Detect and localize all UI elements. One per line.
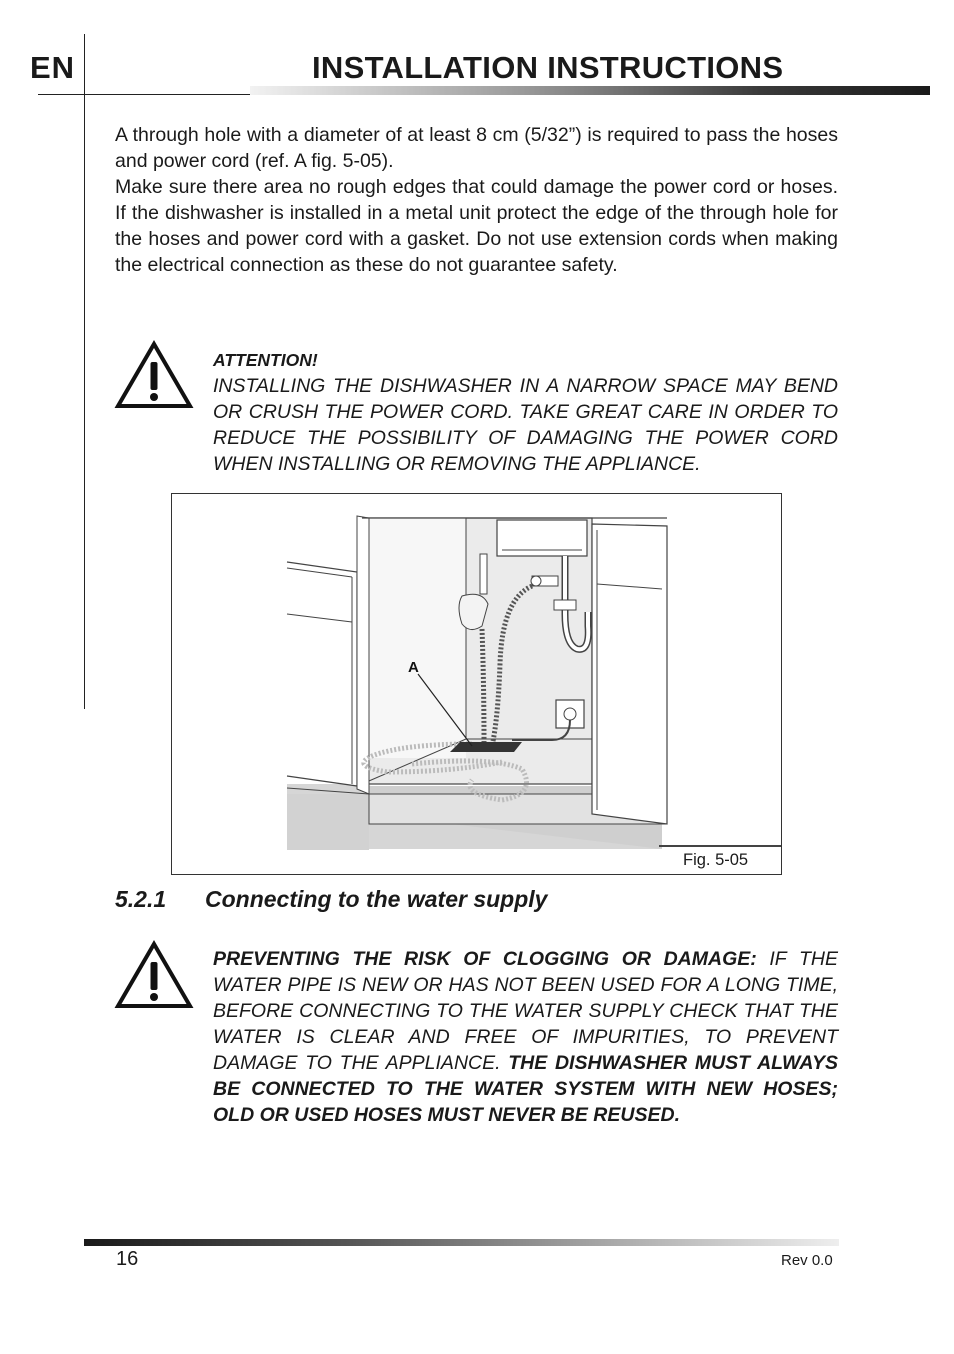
figure-caption: Fig. 5-05 <box>683 851 749 869</box>
title-gradient-bar <box>250 86 930 95</box>
margin-rule <box>84 34 85 709</box>
footer-gradient-bar <box>84 1239 839 1246</box>
warning-triangle-icon <box>114 340 194 410</box>
attention-text: INSTALLING THE DISHWASHER IN A NARROW SPACE MAY BEND OR CRUSH THE POWER CORD. TAKE GREAT CARE IN ORDER TO REDUCE THE POSSIBILITY OF DAMAGING THE POWER CORD WHEN INSTALLING OR REMOVING THE APPLIANCE. <box>213 375 838 475</box>
page-number: 16 <box>116 1248 139 1270</box>
section-number: 5.2.1 <box>115 886 167 912</box>
header-rule <box>38 94 250 95</box>
warning-triangle-icon <box>114 940 194 1010</box>
section-title: Connecting to the water supply <box>205 886 548 912</box>
dishwasher-installation-illustration <box>172 494 781 874</box>
page-title: INSTALLATION INSTRUCTIONS <box>312 50 784 85</box>
clogging-warning-body: IF THE WATER PIPE IS NEW OR HAS NOT BEEN USED FOR A LONG TIME, BEFORE CONNECTING TO THE WATER SUPPLY CHECK THAT THE WATER IS CLEAR AND FREE OF IMPURITIES, TO PREVENT DAMAGE TO THE APPLIANCE. <box>213 948 838 1074</box>
figure-label-a: A <box>408 659 419 676</box>
section-heading <box>115 886 547 913</box>
clogging-warning-emphasis: THE DISHWASHER MUST ALWAYS BE CONNECTED TO THE WATER SYSTEM WITH NEW HOSES; OLD OR USED HOSES MUST NEVER BE REUSED. <box>213 1052 838 1126</box>
figure-frame <box>171 493 782 875</box>
paragraph-rough-edges: Make sure there area no rough edges that could damage the power cord or hoses. If the dishwasher is installed in a metal unit protect the edge of the through hole for the hoses and power cord with a gasket. Do not use extension cords when making the electrical connection as these do not guarantee safety. <box>115 176 838 276</box>
attention-title: ATTENTION! <box>213 350 318 370</box>
clogging-warning-lead: PREVENTING THE RISK OF CLOGGING OR DAMAGE: <box>213 948 757 970</box>
revision-label: Rev 0.0 <box>781 1252 833 1269</box>
language-code: EN <box>30 50 76 85</box>
paragraph-through-hole: A through hole with a diameter of at least 8 cm (5/32”) is required to pass the hoses and power cord (ref. A fig. 5-05). <box>115 124 838 172</box>
clogging-warning <box>213 946 838 1128</box>
